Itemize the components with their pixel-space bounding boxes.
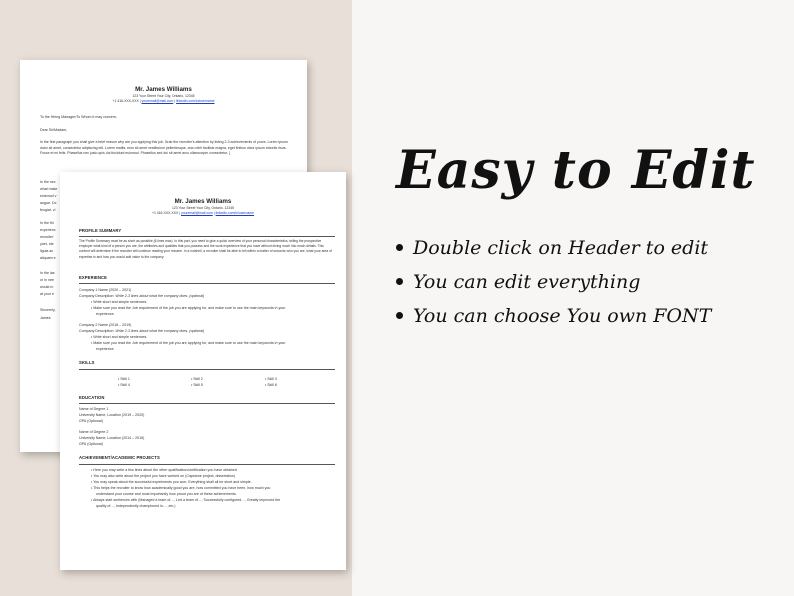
promo-bullet: You can choose You own FONT [396,305,711,327]
bullet-dot-icon [396,244,403,251]
resume-address: 123 Your Street Your City, Ontario, 12345 [172,206,234,210]
salutation-line-1: To the Hiring Manager/To Whom it may concern, [40,115,117,119]
job-bullet-continuation: experience. [96,312,115,316]
salutation-line-2: Dear Sir/Madam, [40,128,68,132]
cover-letter-address: 123 Your Street Your City, Ontario, 12345 [132,94,195,98]
para3-fragment: yoet, ide [40,242,54,246]
contact-separator: | [213,211,215,215]
job-bullet-continuation: experience. [96,347,115,351]
degree-university: University Name, Location (2019 – 2020) [79,413,145,417]
achievement-bullet: • Always start sentences with (Managed a team of…, Led a team of…, Successfully configured…, Greatly improved the [91,498,281,502]
cover-letter-linkedin-link[interactable]: linkedin.com/in/username [176,99,215,103]
achievement-bullet: • Here you may write a few lines about the other qualification/certification you have obtained [91,468,237,472]
achievement-continuation: quality of…, Independently championed in…, etc.) [96,504,176,508]
section-divider [79,283,335,284]
profile-summary-heading: PROFILE SUMMARY [79,228,122,233]
achievement-bullet: • You may speak about the successful experiments you won. Everything shall all be short and simple. [91,480,252,484]
skill-item: • Skill 3 [265,377,277,381]
degree-name: Name of Degree 1 [79,407,109,411]
para3-fragment: ligula ac [40,249,54,253]
resume-page [60,172,346,570]
job-title-line: Company 2 Name (2018 – 2019) [79,323,132,327]
skill-item: • Skill 5 [191,383,203,387]
para4-fragment: In the las [40,271,55,275]
experience-heading: EXPERIENCE [79,275,107,280]
achievements-heading: ACHIEVEMENT/ACADEMIC PROJECTS [79,455,160,460]
para2-fragment: what make [40,187,58,191]
resume-phone: +1 416-XXX-XXX | [151,211,181,215]
para2-fragment: In the sec [40,180,56,184]
job-bullet: • Write short and simple sentences. [91,335,148,339]
para2-fragment: feugiat, vi [40,208,56,212]
cover-letter-email-link[interactable]: youremail@mail.com [141,99,174,103]
job-bullet: • Write short and simple sentences. [91,300,148,304]
job-bullet: • Make sure you read the Job requirement of the job you are applying for, and make sure to use the main keywords in your [91,341,286,345]
cover-letter-contact: +1 416-XXX-XXX | youremail@mail.com | linkedin.com/in/username [112,99,215,103]
para3-fragment: experienc [40,228,56,232]
bullet-dot-icon [396,278,403,285]
job-desc-text: Write 2-3 lines about what the company does. (optional) [115,329,205,333]
para2-fragment: euismod v [40,194,57,198]
bullet-dot-icon [396,312,403,319]
job-title-line: Company 1 Name (2020 – 2021) [79,288,132,292]
para4-fragment: at your e [40,292,54,296]
skill-item: • Skill 1 [118,377,130,381]
job-description [79,295,204,299]
para3-fragment: In the thi [40,221,54,225]
skills-heading: SKILLS [79,360,95,365]
promo-bullet: You can edit everything [396,271,640,293]
education-heading: EDUCATION [79,395,105,400]
achievement-continuation: understand your course and most importantly how proud you are of these achievements. [96,492,237,496]
section-divider [79,403,335,404]
job-desc-label: Company Description: [79,294,115,298]
cover-letter-paragraph-1: In the first paragraph you shall give a brief reason why are you applying this job. Grab the recruiter's attention by listing 2-3 achievements of yours. Lorem ipsum dolor sit amet, consectetur adipiscing elit. Lorem mattis, eros sit amet vestibulum pellentesque, arcu nibh facilisis magna, eget finibus dolor ipsum lobortis risus. Fusce et mi felis. Phasellus nec justo quis dui tincidunt euismod. Phasellus sed dui sit amet arcu ullamcorper consectetur. } [40,140,288,156]
signature-name: James [40,316,51,320]
achievement-bullet: • This helps the recruiter to know how academically good you are, how committed you have been, how much you [91,486,271,490]
para4-fragment: would m [40,285,54,289]
para4-fragment: or in nee [40,278,54,282]
easy-to-edit-title: Easy to Edit [396,140,756,201]
right-background [352,0,794,596]
degree-gpa: GPA (Optional) [79,419,103,423]
cover-letter-name: Mr. James Williams [135,86,192,93]
cover-letter-phone: +1 416-XXX-XXX [112,99,139,103]
section-divider [79,236,335,237]
skill-item: • Skill 4 [118,383,130,387]
para3-fragment: recruiter' [40,235,54,239]
resume-name: Mr. James Williams [174,198,232,205]
section-divider [79,464,335,465]
skill-item: • Skill 2 [191,377,203,381]
resume-contact [60,212,346,215]
degree-university: University Name, Location (2014 – 2016) [79,436,145,440]
section-divider [79,369,335,370]
skill-item: • Skill 6 [265,383,277,387]
promo-bullet: Double click on Header to edit [396,237,708,259]
job-desc-label: Company Description: [79,329,115,333]
job-description [79,330,204,334]
para3-fragment: aliquam e [40,256,56,260]
profile-summary-text: The Profile Summary must be as short as possible (6 lines max). In this part, you need to give a quick overview of your personal characteristics, telling the prospective employer what kind of a person you are, the attributes and qualities that you possess and the work experience that you have without diving much into much details. This content will determine if the recruiter will continue reading your resume. In a nutshell, a recruiter shall be able to tell within a matter of seconds who you are, what your area of expertise is and how you would add value to the company. [79,239,332,259]
job-bullet: • Make sure you read the Job requirement of the job you are applying for, and make sure to use the main keywords in your [91,306,286,310]
degree-name: Name of Degree 2 [79,430,109,434]
job-desc-text: Write 2-3 lines about what the company does. (optional) [115,294,205,298]
achievement-bullet: • You may also write about the project you have worked on (Capstone project, dissertation) [91,474,236,478]
para2-fragment: augue. Dc [40,201,57,205]
closing-line: Sincerely, [40,308,56,312]
degree-gpa: GPA (Optional) [79,442,103,446]
resume-linkedin-link[interactable]: linkedin.com/in/username [215,211,255,215]
resume-email-link[interactable]: youremail@mail.com [181,211,213,215]
